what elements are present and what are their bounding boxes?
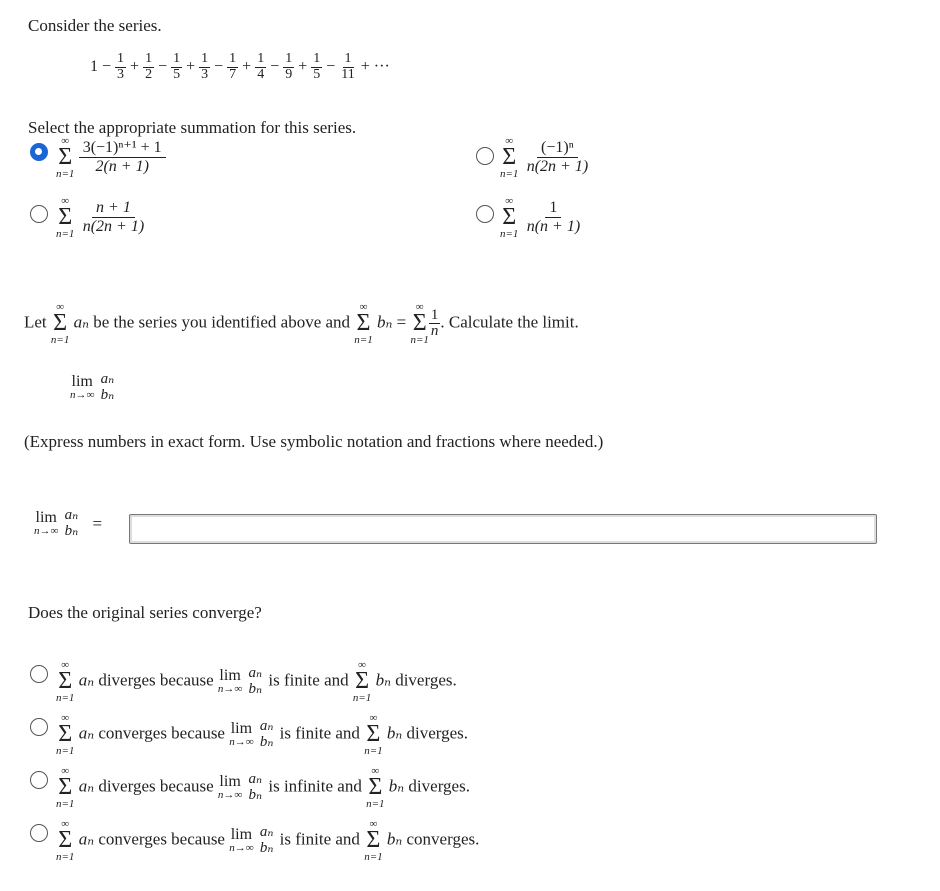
sigma-symbol: ∞ Σ n=1 bbox=[500, 135, 519, 180]
series-term: $\frac{1}{5}$ bbox=[173, 51, 181, 82]
option-radio-3[interactable] bbox=[30, 205, 48, 223]
sigma-symbol: ∞ Σ n=1 bbox=[56, 135, 75, 180]
sigma-symbol: ∞ Σ n=1 bbox=[366, 765, 385, 810]
series-lead: 1 bbox=[90, 57, 98, 75]
select-prompt: Select the appropriate summation for this series. bbox=[28, 118, 357, 137]
series-term: $\frac{1}{7}$ bbox=[229, 51, 237, 82]
limit-display: lim n→∞ aₙ bₙ bbox=[70, 371, 115, 403]
option-radio-1[interactable] bbox=[30, 143, 48, 161]
series-sign: − bbox=[102, 58, 112, 76]
series-term: $\frac{1}{11}$ bbox=[341, 51, 355, 82]
series-sign: + bbox=[186, 58, 196, 76]
converge-radio-3[interactable] bbox=[30, 771, 48, 789]
option-2-denominator: n(2n + 1) bbox=[526, 158, 589, 176]
converge-radio-4[interactable] bbox=[30, 824, 48, 842]
series-expression bbox=[90, 52, 394, 82]
converge-option-1[interactable]: ∞ Σ n=1 aₙ diverges because lim n→∞ aₙ bₙ is finite and ∞ Σ n=1 bₙ diverges. bbox=[56, 659, 457, 704]
series-sign: − bbox=[270, 58, 280, 76]
series-term: $\frac{1}{5}$ bbox=[313, 51, 321, 82]
option-4[interactable] bbox=[500, 196, 584, 240]
sigma-symbol: ∞ Σ n=1 bbox=[56, 659, 75, 704]
series-term: $\frac{1}{2}$ bbox=[145, 51, 153, 82]
let-statement: Let ∞ Σ n=1 aₙ be the series you identified above and ∞ Σ n=1 bₙ = ∞ Σ n=1 $\frac{1}{n}$ . Calculate the limit. bbox=[24, 301, 579, 346]
sigma-symbol: ∞ Σ n=1 bbox=[500, 195, 519, 240]
series-sign: − bbox=[214, 58, 224, 76]
series-term: $\frac{1}{9}$ bbox=[285, 51, 293, 82]
option-3-numerator: n + 1 bbox=[92, 199, 135, 218]
series-tail: + ··· bbox=[360, 58, 390, 76]
converge-radio-1[interactable] bbox=[30, 665, 48, 683]
series-sign: − bbox=[158, 58, 168, 76]
sigma-symbol: ∞ Σ n=1 bbox=[56, 712, 75, 757]
limit-answer-input[interactable] bbox=[129, 514, 877, 544]
series-sign: − bbox=[326, 58, 336, 76]
sigma-symbol: ∞ Σ n=1 bbox=[56, 195, 75, 240]
option-1-numerator: 3(−1)ⁿ⁺¹ + 1 bbox=[79, 139, 166, 158]
series-sign: + bbox=[242, 58, 252, 76]
answer-label: lim n→∞ aₙ bₙ = bbox=[34, 507, 103, 539]
sigma-symbol: ∞ Σ n=1 bbox=[410, 301, 429, 346]
intro-text: Consider the series. bbox=[28, 16, 162, 35]
sigma-symbol: ∞ Σ n=1 bbox=[56, 818, 75, 863]
option-1-denominator: 2(n + 1) bbox=[95, 158, 149, 176]
option-radio-4[interactable] bbox=[476, 205, 494, 223]
option-1[interactable] bbox=[56, 136, 166, 180]
option-4-numerator: 1 bbox=[545, 199, 561, 218]
option-radio-2[interactable] bbox=[476, 147, 494, 165]
option-3-denominator: n(2n + 1) bbox=[82, 218, 145, 236]
series-term: $\frac{1}{4}$ bbox=[257, 51, 265, 82]
sigma-symbol: ∞ Σ n=1 bbox=[50, 301, 70, 346]
option-2[interactable] bbox=[500, 136, 592, 180]
sigma-symbol: ∞ Σ n=1 bbox=[352, 659, 372, 704]
option-4-denominator: n(n + 1) bbox=[526, 218, 581, 236]
option-2-numerator: (−1)ⁿ bbox=[537, 139, 578, 158]
series-term: $\frac{1}{3}$ bbox=[201, 51, 209, 82]
converge-option-2[interactable]: ∞ Σ n=1 aₙ converges because lim n→∞ aₙ bₙ is finite and ∞ Σ n=1 bₙ diverges. bbox=[56, 712, 469, 757]
sigma-symbol: ∞ Σ n=1 bbox=[364, 818, 383, 863]
converge-radio-2[interactable] bbox=[30, 718, 48, 736]
sigma-symbol: ∞ Σ n=1 bbox=[56, 765, 75, 810]
sigma-symbol: ∞ Σ n=1 bbox=[354, 301, 373, 346]
converge-option-3[interactable]: ∞ Σ n=1 aₙ diverges because lim n→∞ aₙ bₙ is infinite and ∞ Σ n=1 bₙ diverges. bbox=[56, 765, 470, 810]
sigma-symbol: ∞ Σ n=1 bbox=[364, 712, 383, 757]
series-sign: + bbox=[298, 58, 308, 76]
converge-prompt: Does the original series converge? bbox=[28, 603, 262, 622]
converge-option-4[interactable]: ∞ Σ n=1 aₙ converges because lim n→∞ aₙ bₙ is finite and ∞ Σ n=1 bₙ converges. bbox=[56, 818, 480, 863]
series-term: $\frac{1}{3}$ bbox=[117, 51, 125, 82]
express-note: (Express numbers in exact form. Use symbolic notation and fractions where needed.) bbox=[24, 432, 604, 451]
series-sign: + bbox=[130, 58, 140, 76]
option-3[interactable] bbox=[56, 196, 148, 240]
